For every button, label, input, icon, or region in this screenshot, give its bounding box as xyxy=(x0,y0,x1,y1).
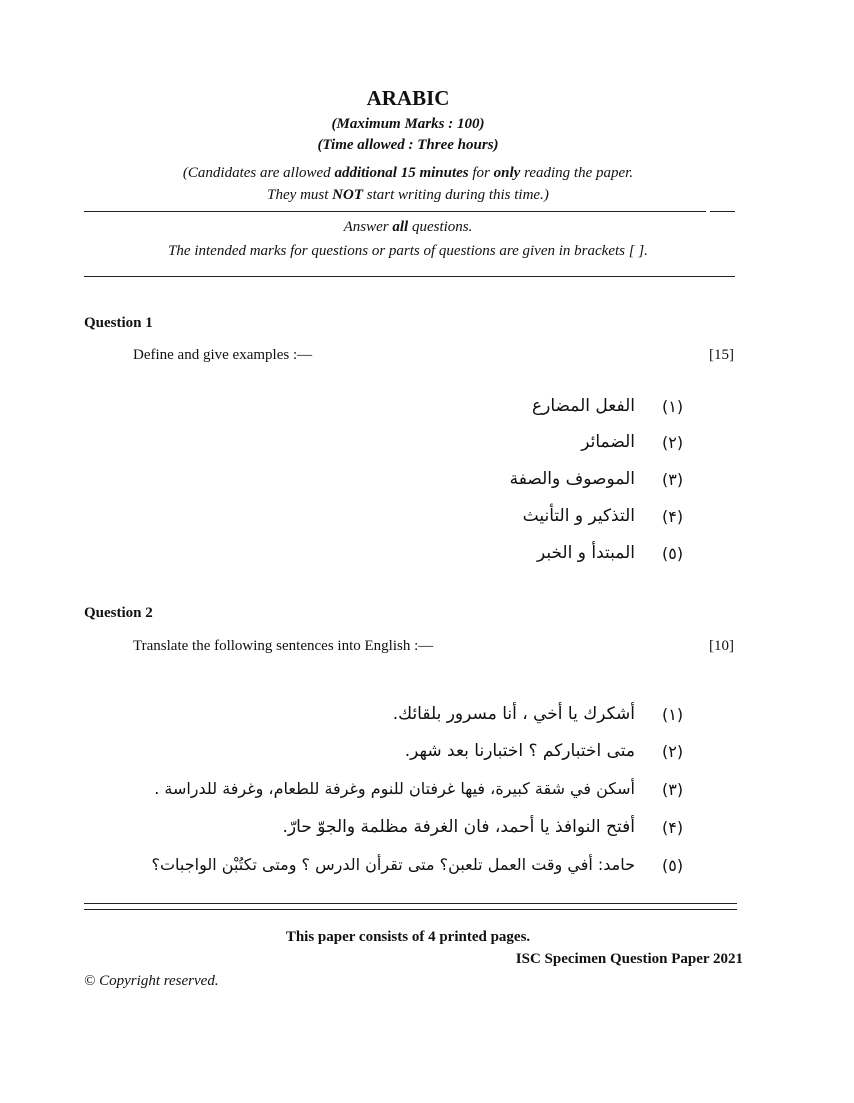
divider xyxy=(84,903,737,904)
time-allowed: (Time allowed : Three hours) xyxy=(317,137,499,153)
item-number: (۴) xyxy=(662,507,684,526)
arabic-item: الفعل المضارع xyxy=(532,396,635,416)
item-number: (۴) xyxy=(662,818,684,837)
maximum-marks: (Maximum Marks : 100) xyxy=(331,116,485,132)
question-1-heading: Question 1 xyxy=(84,315,153,331)
reading-note-line-1 xyxy=(0,165,816,182)
item-number: (٢) xyxy=(662,742,684,761)
arabic-sentence: حامد: أفي وقت العمل تلعبن؟ متى تقرأن الدرس ؟ ومتى تكتُبْن الواجبات؟ xyxy=(151,855,635,874)
item-number: (١) xyxy=(662,705,684,724)
arabic-sentence: أشكرك يا أخي ، أنا مسرور بلقائك. xyxy=(392,704,635,724)
arabic-sentence: متى اختباركم ؟ اختبارنا بعد شهر. xyxy=(404,741,635,761)
copyright: © Copyright reserved. xyxy=(84,973,219,989)
divider xyxy=(84,211,706,212)
reading-note-line-2 xyxy=(0,187,816,204)
specimen-label: ISC Specimen Question Paper 2021 xyxy=(515,951,743,967)
item-number: (٢) xyxy=(662,433,684,452)
divider xyxy=(710,211,735,212)
question-1-marks: [15] xyxy=(709,347,734,363)
arabic-item: الموصوف والصفة xyxy=(509,469,635,489)
marks-note: The intended marks for questions or parts of questions are given in brackets [ ]. xyxy=(168,243,648,259)
divider xyxy=(84,276,735,277)
arabic-item: الضمائر xyxy=(581,432,635,452)
emphasis: all xyxy=(392,219,409,235)
text: questions. xyxy=(408,219,473,235)
text: for xyxy=(468,165,494,181)
divider xyxy=(84,909,737,910)
text: (Candidates are allowed xyxy=(182,165,335,181)
question-2-instruction: Translate the following sentences into English :— xyxy=(133,638,434,654)
question-2-heading: Question 2 xyxy=(84,605,153,621)
text: Answer xyxy=(343,219,393,235)
emphasis: only xyxy=(493,165,521,181)
text: They must xyxy=(267,187,333,203)
item-number: (٥) xyxy=(662,856,684,875)
page-count: This paper consists of 4 printed pages. xyxy=(285,929,531,945)
item-number: (٣) xyxy=(662,470,684,489)
question-1-instruction: Define and give examples :— xyxy=(133,347,313,363)
item-number: (٥) xyxy=(662,544,684,563)
arabic-sentence: أسكن في شقة كبيرة، فيها غرفتان للنوم وغرفة للطعام، وغرفة للدراسة . xyxy=(154,779,635,798)
emphasis: NOT xyxy=(332,187,363,203)
emphasis: additional 15 minutes xyxy=(334,165,469,181)
paper-title: ARABIC xyxy=(366,86,450,110)
text: start writing during this time.) xyxy=(362,187,549,203)
item-number: (١) xyxy=(662,397,684,416)
item-number: (٣) xyxy=(662,780,684,799)
arabic-item: التذكير و التأنيث xyxy=(522,506,635,526)
arabic-item: المبتدأ و الخبر xyxy=(536,543,635,563)
question-2-marks: [10] xyxy=(709,638,734,654)
answer-all-note xyxy=(0,219,816,236)
arabic-sentence: أفتح النوافذ يا أحمد، فان الغرفة مظلمة والجوّ حارّ. xyxy=(282,817,635,837)
text: reading the paper. xyxy=(520,165,634,181)
